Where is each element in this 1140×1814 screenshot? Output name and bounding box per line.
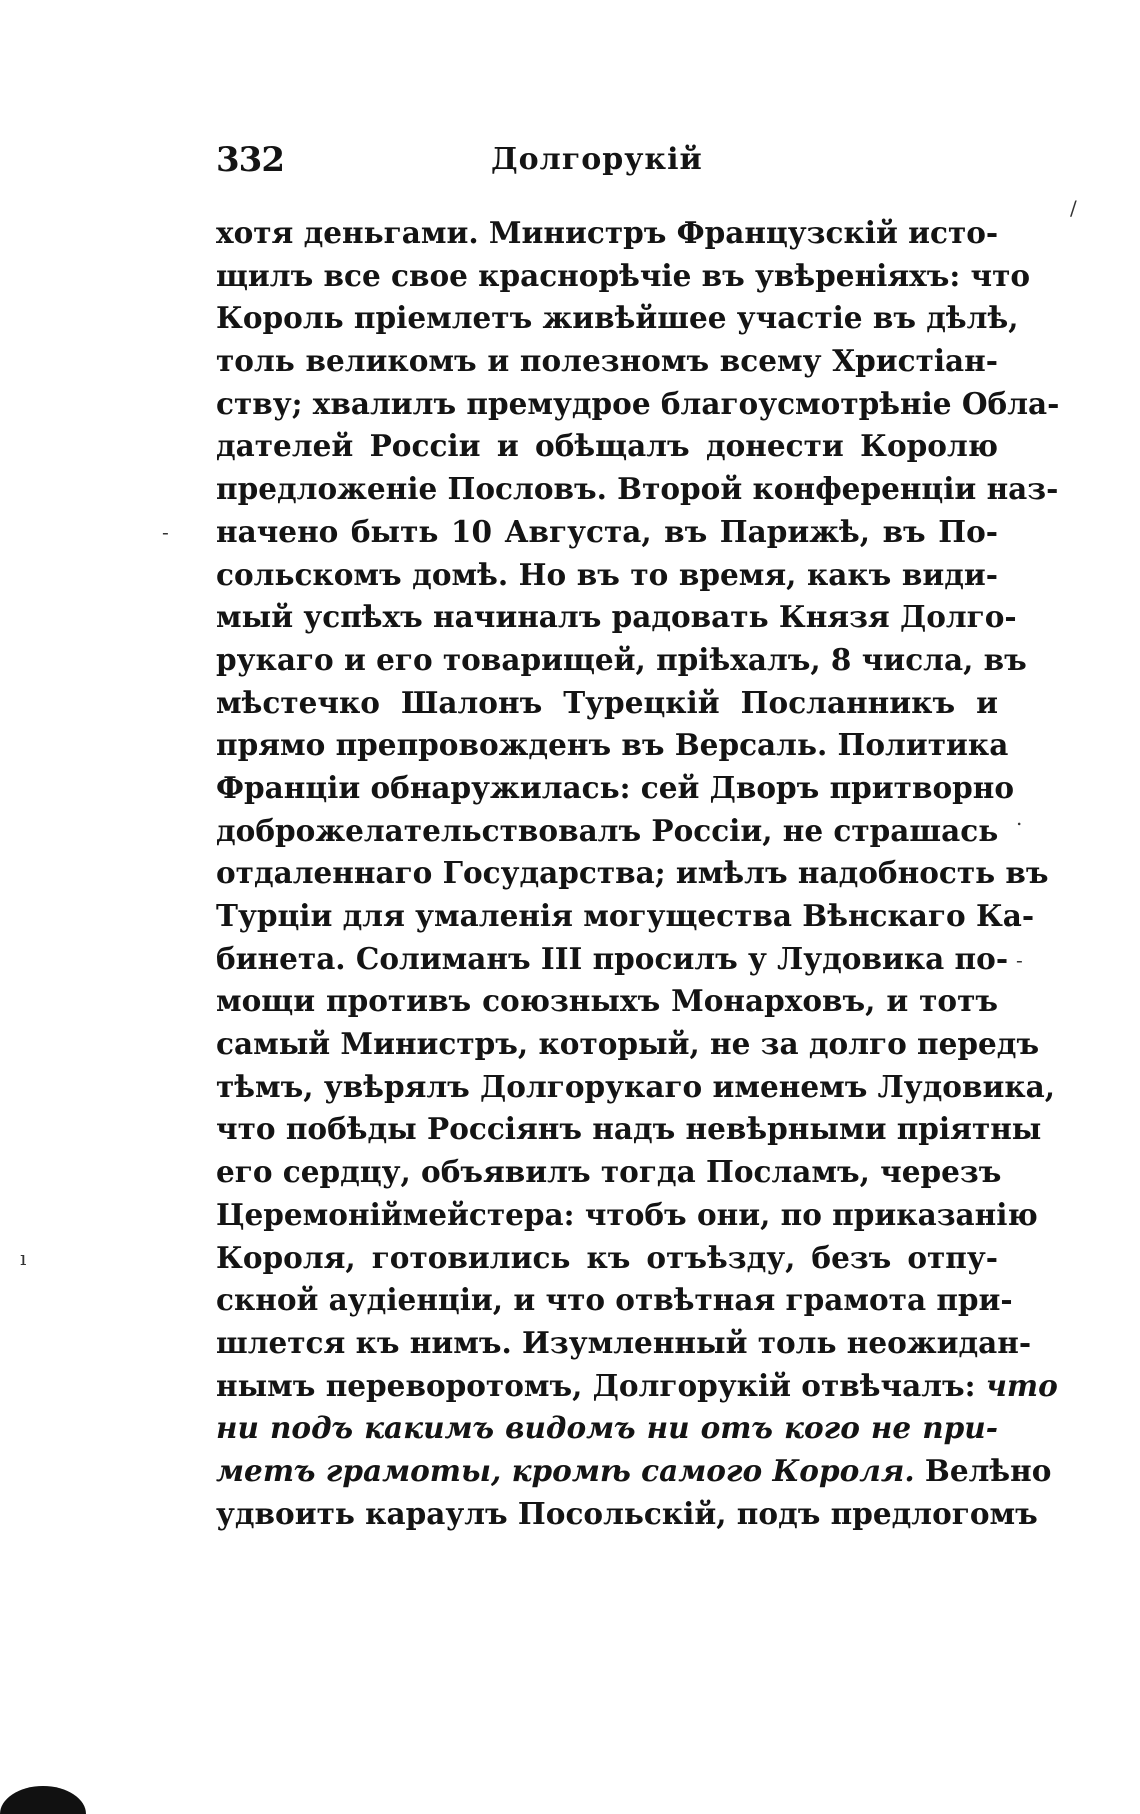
text-line: начено быть 10 Августа, въ Парижѣ, въ По-	[216, 513, 998, 549]
stray-mark: -	[162, 520, 169, 544]
text-line: толь великомъ и полезномъ всему Христіан-	[216, 343, 998, 379]
text-run: нымъ переворотомъ, Долгорукій отвѣчалъ:	[216, 1367, 976, 1403]
text-line-final: удвоить караулъ Посольскій, подъ предлогомъ	[216, 1495, 1038, 1531]
running-head: Долгорукій	[491, 142, 703, 177]
stray-mark: -	[1016, 948, 1023, 972]
italic-quote-start: что	[985, 1367, 1058, 1403]
text-line: Короля, готовились къ отъѣзду, безъ отпу-	[216, 1239, 998, 1275]
text-line: рукаго и его товарищей, пріѣхалъ, 8 числа, въ	[216, 641, 1027, 677]
stray-mark: /	[1070, 196, 1077, 220]
text-line: бинета. Солиманъ III просилъ у Лудовика по-	[216, 940, 1009, 976]
stray-mark: ı	[20, 1246, 27, 1270]
page-number: 332	[216, 140, 284, 180]
ink-blot	[0, 1786, 86, 1814]
text-line: предложеніе Пословъ. Второй конференціи наз-	[216, 471, 1059, 507]
stray-mark: .	[1016, 806, 1023, 830]
text-line: скной аудіенціи, и что отвѣтная грамота при-	[216, 1282, 1013, 1318]
text-line: отдаленнаго Государства; имѣлъ надобность въ	[216, 855, 1049, 891]
text-line: доброжелательствовалъ Россіи, не страшась	[216, 812, 999, 848]
italic-quote-end: метъ грамоты, кромѣ самого Короля.	[216, 1452, 915, 1488]
text-line: прямо препровожденъ въ Версаль. Политика	[216, 727, 1009, 763]
text-line: мый успѣхъ начиналъ радовать Князя Долго-	[216, 599, 1017, 635]
text-line: дателей Россіи и обѣщалъ донести Королю	[216, 428, 998, 464]
text-line-with-italic-end	[216, 1450, 1052, 1493]
text-line: что побѣды Россіянъ надъ невѣрными пріятны	[216, 1111, 1042, 1147]
page-header	[216, 140, 998, 190]
text-line: мѣстечко Шалонъ Турецкій Посланникъ и	[216, 684, 998, 720]
text-line: Король пріемлетъ живѣйшее участіе въ дѣлѣ,	[216, 300, 1019, 336]
text-line: Франціи обнаружилась: сей Дворъ притворно	[216, 769, 1015, 805]
text-line: щилъ все свое краснорѣчіе въ увѣреніяхъ: что	[216, 257, 1031, 293]
text-line: его сердцу, объявилъ тогда Посламъ, черезъ	[216, 1154, 1002, 1190]
text-line: Церемоніймейстера: чтобъ они, по приказанію	[216, 1196, 1038, 1232]
text-run: Велѣно	[924, 1452, 1052, 1488]
text-line: сольскомъ домѣ. Но въ то время, какъ види-	[216, 556, 998, 592]
text-line: Турціи для умаленія могущества Вѣнскаго Ка-	[216, 898, 1035, 933]
text-line: мощи противъ союзныхъ Монарховъ, и тотъ	[216, 983, 998, 1019]
body-text	[216, 212, 1060, 1535]
text-line: самый Министръ, который, не за долго передъ	[216, 1026, 1040, 1062]
text-line: шлется къ нимъ. Изумленный толь неожидан-	[216, 1324, 1032, 1360]
italic-quote-line: ни подъ какимъ видомъ ни отъ кого не при-	[216, 1410, 998, 1446]
text-line: ству; хвалилъ премудрое благоусмотрѣніе Обла-	[216, 385, 1060, 421]
text-line: хотя деньгами. Министръ Французскій исто-	[216, 215, 999, 250]
text-line-with-italic-start	[216, 1365, 1058, 1408]
text-line: тѣмъ, увѣрялъ Долгорукаго именемъ Лудовика,	[216, 1068, 1056, 1104]
